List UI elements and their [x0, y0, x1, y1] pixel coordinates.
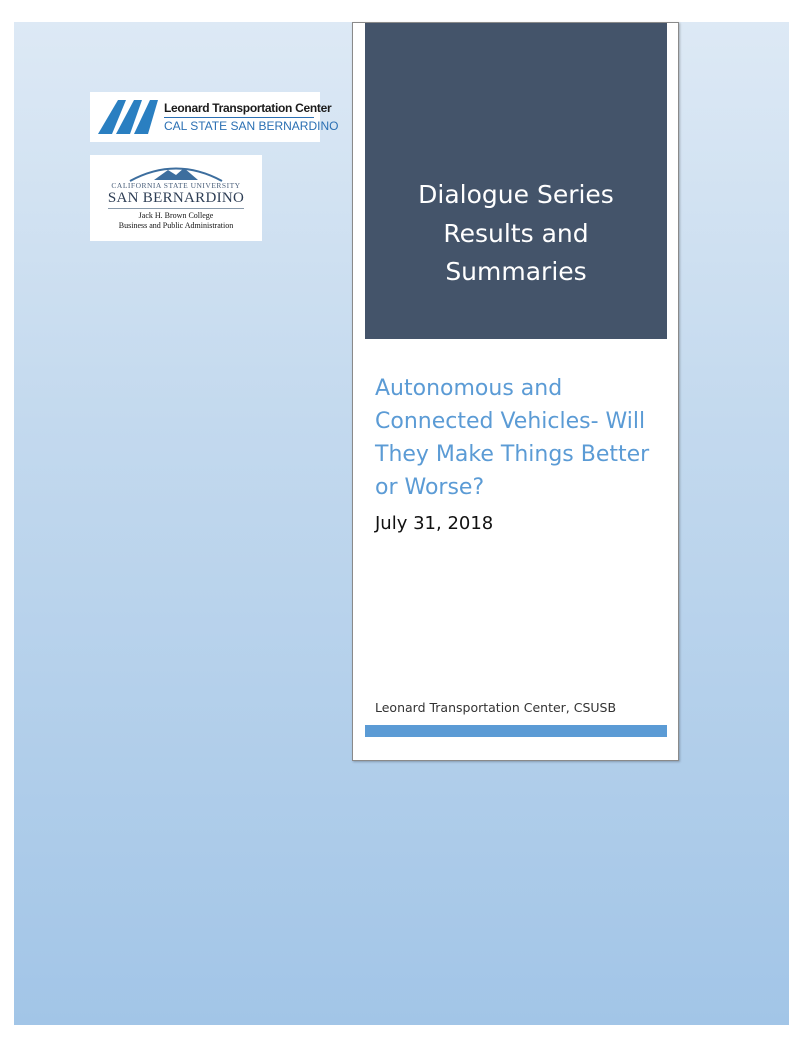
report-title-line: or Worse? — [375, 475, 485, 500]
report-title — [375, 372, 665, 504]
publisher-name: Leonard Transportation Center, CSUSB — [375, 700, 617, 715]
report-title-line: Autonomous and — [375, 376, 563, 401]
ltc-logo-divider — [164, 117, 314, 118]
series-title-line: Results and — [443, 218, 589, 248]
report-date: July 31, 2018 — [375, 513, 494, 534]
series-title-line: Dialogue Series — [418, 180, 614, 209]
highway-stripes-icon — [96, 100, 160, 134]
series-title-block — [365, 23, 667, 339]
series-title-line: Summaries — [445, 257, 587, 286]
csusb-system-name: CALIFORNIA STATE UNIVERSITY — [111, 181, 241, 190]
ltc-logo-name: Leonard Transportation Center — [164, 101, 332, 115]
ltc-logo-campus: CAL STATE SAN BERNARDINO — [164, 119, 339, 133]
leonard-transportation-center-logo — [90, 92, 339, 142]
report-title-line: They Make Things Better — [375, 442, 650, 467]
csusb-college-line2: Business and Public Administration — [118, 221, 234, 230]
series-title — [365, 176, 667, 292]
cover-card — [352, 22, 679, 761]
csusb-campus-name: SAN BERNARDINO — [107, 190, 245, 206]
csusb-logo-divider — [108, 208, 244, 209]
csusb-college-logo — [90, 155, 262, 241]
mountain-arch-icon — [126, 162, 226, 182]
csusb-college-line1: Jack H. Brown College — [138, 211, 214, 220]
accent-bar — [365, 725, 667, 737]
report-title-line: Connected Vehicles- Will — [375, 409, 646, 434]
